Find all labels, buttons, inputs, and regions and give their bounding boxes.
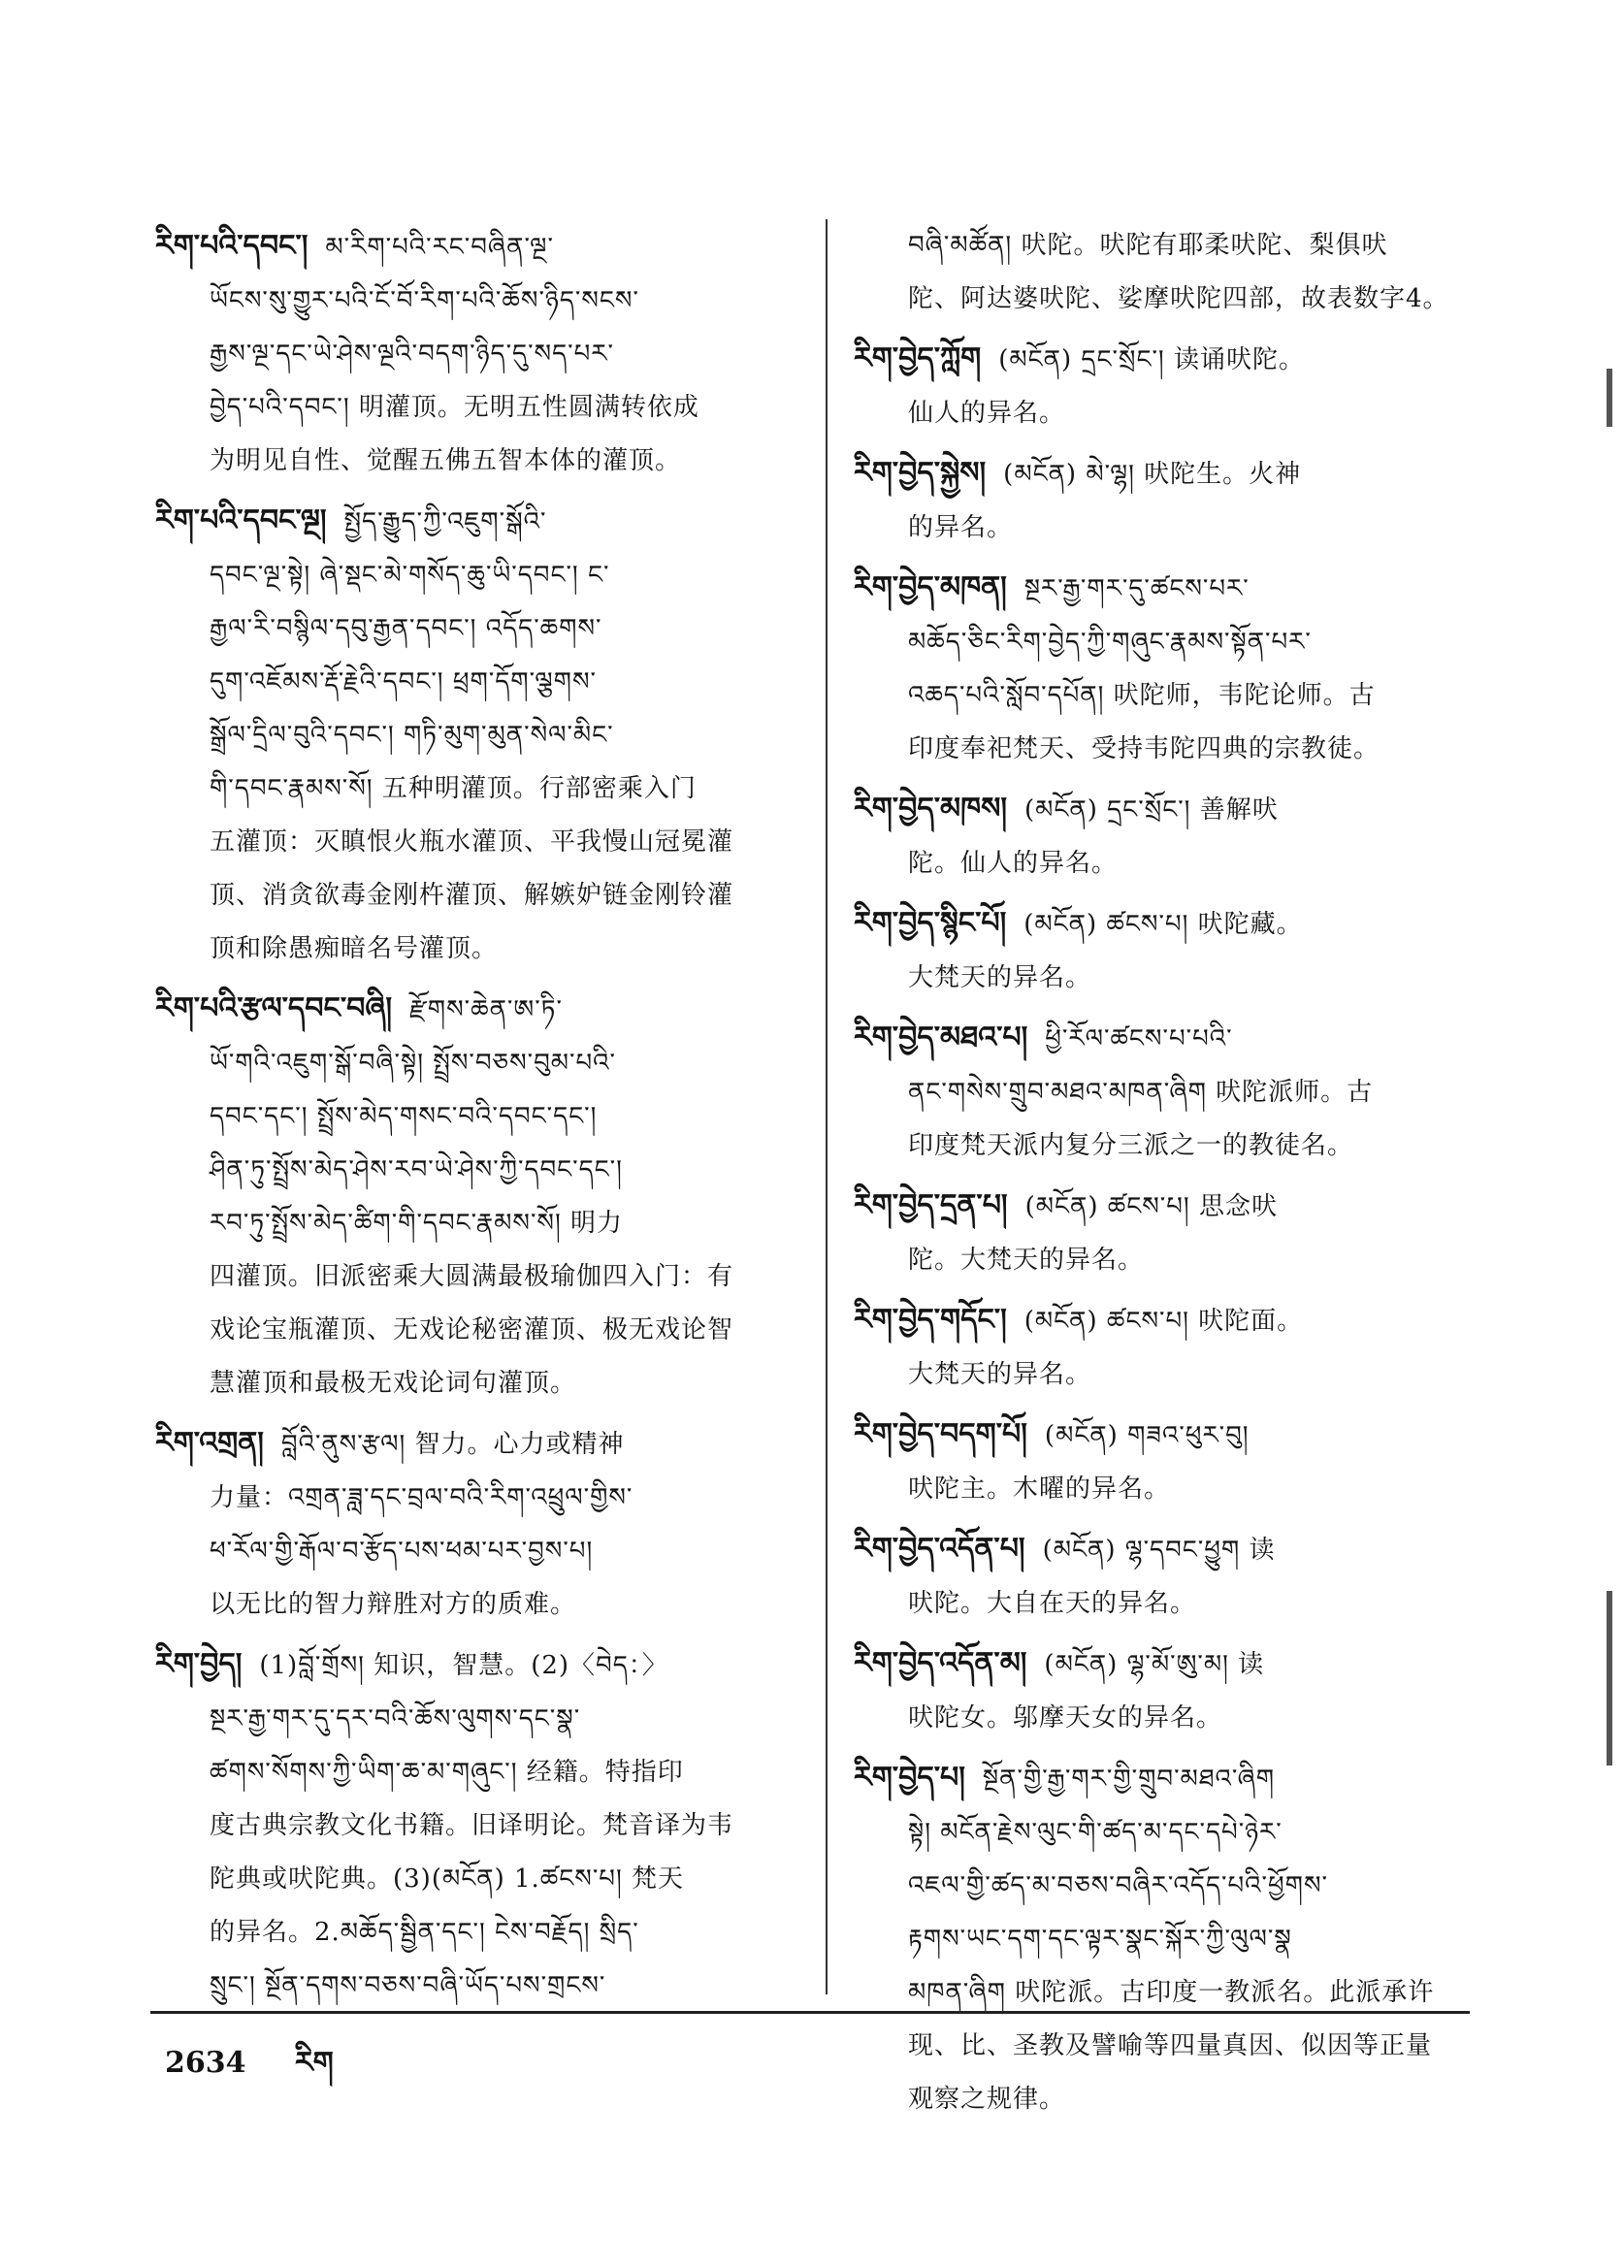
entry-line	[854, 1463, 1484, 1516]
entry-text: 戏论宝瓶灌顶、无戏论秘密灌顶、极无戏论智	[210, 1315, 734, 1345]
dictionary-entry	[854, 1408, 1484, 1516]
entry-headword: རིག་བྱེད་སྐྱེས།	[854, 456, 987, 490]
entry-line	[155, 275, 796, 328]
entry-text: 力量：འགྲན་ཟླ་དང་བྲལ་བའི་རིག་འཕྲུལ་གྱིས་	[210, 1483, 633, 1512]
entry-text: དབང་ལྔ་སྟེ། ཞེ་སྡང་མེ་གསོད་ཆུ་ཡི་དབང་། ང་	[210, 561, 610, 590]
entry-text: 陀、阿达婆吠陀、娑摩吠陀四部，故表数字4。	[908, 284, 1449, 313]
dictionary-entry	[854, 1522, 1484, 1631]
dictionary-entry	[155, 1637, 796, 2013]
entry-text: སྲུང་། སྔོན་དགས་བཅས་བཞི་ཡོད་པས་གྲངས་	[210, 1971, 606, 2000]
entry-line	[854, 219, 1484, 273]
entry-text: ཚགས་སོགས་ཀྱི་ཡིག་ཆ་མ་གཞུང་། 经籍。特指印	[210, 1758, 684, 1787]
entry-line	[155, 1250, 796, 1304]
entry-line	[155, 982, 796, 1037]
entry-line	[155, 762, 796, 816]
entry-text: ཡོ་གའི་འཇུག་སྒོ་བཞི་སྟེ། སྤྲོས་བཅས་བུམ་པའི་	[210, 1049, 616, 1078]
entry-text: གི་དབང་རྣམས་སོ། 五种明灌顶。行部密乘入门	[210, 774, 697, 803]
dictionary-entry	[854, 896, 1484, 1005]
dictionary-entry	[854, 1636, 1484, 1745]
entry-line	[155, 1906, 796, 1960]
entry-line	[854, 952, 1484, 1005]
entry-line	[854, 782, 1484, 837]
dictionary-entry	[155, 982, 796, 1410]
entry-text: སྟེ། མངོན་རྗེས་ལུང་གི་ཚད་མ་དང་དཔེ་ཉེར་	[908, 1818, 1283, 1847]
entry-headword: རིག་པའི་དབང་།	[155, 229, 309, 263]
entry-text: 陀典或吠陀典。(3)(མངོན) 1.ཚངས་པ། 梵天	[210, 1864, 685, 1894]
entry-line	[155, 1960, 796, 2013]
entry-text: སྔར་རྒྱ་གར་དུ་དར་བའི་ཆོས་ལུགས་དང་སྣ་	[210, 1704, 581, 1733]
entry-text: སྔར་རྒྱ་གར་དུ་ཚངས་པར་	[1023, 574, 1250, 603]
entry-line	[854, 273, 1484, 326]
entry-text: (མངོན) ཚངས་པ། 吠陀藏。	[1023, 910, 1303, 939]
entry-text: དབང་དང་། སྤྲོས་མེད་གསང་བའི་དབང་དང་།	[210, 1102, 598, 1131]
entry-text: 度古典宗教文化书籍。旧译明论。梵音译为韦	[210, 1811, 734, 1840]
entry-text: 慧灌顶和最极无戏论词句灌顶。	[210, 1369, 577, 1398]
entry-text: 吠陀。大自在天的异名。	[908, 1589, 1197, 1618]
entry-line	[155, 1197, 796, 1250]
entry-text: 大梵天的异名。	[908, 1360, 1092, 1389]
dictionary-entry	[854, 1179, 1484, 1287]
entry-headword: རིག་བྱེད།	[155, 1647, 243, 1681]
entry-text: (མངོན) དྲང་སྲོང་། 善解吠	[1023, 795, 1279, 825]
edge-mark	[1607, 369, 1612, 427]
entry-headword: རིག་བྱེད་འདོན་པ།	[854, 1532, 1025, 1566]
left-column	[155, 219, 796, 2019]
entry-line	[854, 1293, 1484, 1348]
entry-line	[155, 1037, 796, 1090]
entry-text: རྒྱལ་རི་བསྙིལ་དབུ་རྒྱན་དབང་། འདོད་ཆགས་	[210, 614, 602, 643]
entry-text: བཞི་མཚོན། 吠陀。吠陀有耶柔吠陀、梨俱吠	[908, 231, 1388, 260]
right-column	[854, 219, 1484, 2132]
entry-text: སྒྲོལ་དྲིལ་བུའི་དབང་། གཏི་མུག་མུན་སེལ་མིང་	[210, 721, 614, 750]
entry-text: ནང་གསེས་གྲུབ་མཐའ་མཁན་ཞིག 吠陀派师。古	[908, 1078, 1374, 1107]
entry-text: 陀。仙人的异名。	[908, 849, 1119, 878]
entry-line	[854, 1806, 1484, 1860]
dictionary-entry	[155, 1416, 796, 1632]
entry-text: 吠陀主。木曜的异名。	[908, 1474, 1171, 1504]
dictionary-entry	[155, 219, 796, 488]
entry-text: སྤྱོད་རྒྱུད་ཀྱི་འཇུག་སྒོའི་	[343, 507, 547, 536]
entry-text: འཇལ་གྱི་ཚད་མ་བཅས་བཞིར་འདོད་པའི་ཕྱོགས་	[908, 1871, 1328, 1900]
entry-line	[854, 2020, 1484, 2073]
entry-text: 的异名。2.མཆོད་སྦྱིན་དང་། ངེས་བརྗོད། སྲིད་	[210, 1918, 639, 1947]
entry-headword: རིག་བྱེད་སྙིང་པོ།	[854, 906, 1007, 940]
entry-line	[854, 332, 1484, 387]
dictionary-entry	[155, 494, 796, 976]
entry-line	[854, 1751, 1484, 1806]
entry-line	[155, 656, 796, 709]
entry-line	[155, 1144, 796, 1197]
entry-text: 的异名。	[908, 513, 1014, 542]
entry-line	[854, 502, 1484, 555]
entry-line	[854, 1011, 1484, 1066]
entry-text: 印度奉祀梵天、受持韦陀四典的宗教徒。	[908, 734, 1380, 763]
entry-line	[155, 494, 796, 549]
entry-line	[854, 1179, 1484, 1234]
entry-line	[854, 1860, 1484, 1913]
dictionary-entry	[854, 782, 1484, 891]
entry-headword: རིག་པའི་དབང་ལྔ།	[155, 503, 327, 537]
entry-line	[854, 1408, 1484, 1463]
entry-line	[854, 896, 1484, 952]
entry-line	[155, 381, 796, 435]
entry-text: 陀。大梵天的异名。	[908, 1246, 1145, 1275]
entry-line	[854, 1348, 1484, 1402]
entry-line	[155, 1525, 796, 1578]
entry-line	[155, 1304, 796, 1357]
entry-text: དུག་འཇོམས་རྡོ་རྗེའི་དབང་། ཕྲག་དོག་ལྕགས་	[210, 667, 597, 697]
entry-line	[854, 669, 1484, 723]
entry-line	[155, 328, 796, 381]
entry-line	[155, 602, 796, 656]
entry-text: (མངོན) དྲང་སྲོང་། 读诵吠陀。	[998, 345, 1305, 374]
entry-text: (མངོན) ཚངས་པ། 思念吠	[1024, 1192, 1278, 1221]
entry-line	[155, 816, 796, 869]
entry-line	[854, 1066, 1484, 1119]
entry-text: (མངོན) ལྷ་མོ་ཨུ་མ། 读	[1044, 1650, 1265, 1679]
entry-line	[155, 1357, 796, 1410]
entry-line	[854, 616, 1484, 669]
entry-line	[155, 1090, 796, 1144]
entry-line	[155, 1693, 796, 1746]
entry-text: 顶、消贪欲毒金刚杵灌顶、解嫉妒链金刚铃灌	[210, 881, 734, 910]
entry-text: 大梵天的异名。	[908, 963, 1092, 992]
entry-headword: རིག་པའི་རྩལ་དབང་བཞི།	[155, 991, 393, 1025]
dictionary-entry	[854, 1011, 1484, 1173]
entry-text: རབ་ཏུ་སྤྲོས་མེད་ཚིག་གི་དབང་རྣམས་སོ། 明力	[210, 1209, 623, 1238]
entry-text: 以无比的智力辩胜对方的质难。	[210, 1590, 577, 1619]
entry-text: རྫོགས་ཆེན་ཨ་ཏི་	[409, 995, 563, 1024]
entry-text: རྟགས་ཡང་དག་དང་ལྟར་སྣང་སྐོར་ཀྱི་ལུལ་སྣ	[908, 1925, 1292, 1954]
entry-line	[155, 1799, 796, 1853]
entry-line	[854, 1234, 1484, 1287]
entry-line	[854, 723, 1484, 776]
dictionary-entry	[854, 446, 1484, 555]
entry-line	[854, 1119, 1484, 1173]
entry-line	[854, 1636, 1484, 1692]
dictionary-entry	[854, 1293, 1484, 1402]
entry-headword: རིག་བྱེད་བདག་པོ།	[854, 1417, 1027, 1451]
entry-text: ཕ་རོལ་གྱི་རྒོལ་བ་རྩོད་པས་ཕམ་པར་བྱས་པ།	[210, 1537, 594, 1566]
entry-text: 五灌顶：灭瞋恨火瓶水灌顶、平我慢山冠冕灌	[210, 827, 734, 857]
entry-text: 顶和除愚痴暗名号灌顶。	[210, 934, 499, 963]
dictionary-entry	[854, 561, 1484, 776]
dictionary-entry	[854, 219, 1484, 326]
entry-line	[854, 1692, 1484, 1745]
entry-text: འཆད་པའི་སློབ་དཔོན། 吠陀师，韦陀论师。古	[908, 681, 1376, 710]
entry-text: 仙人的异名。	[908, 399, 1066, 428]
entry-line	[854, 1522, 1484, 1577]
entry-headword: རིག་བྱེད་མཁན།	[854, 570, 1007, 604]
entry-line	[854, 2073, 1484, 2126]
entry-text: 吠陀女。邬摩天女的异名。	[908, 1703, 1223, 1733]
entry-text: ཤིན་ཏུ་སྤྲོས་མེད་ཤེས་རབ་ཡེ་ཤེས་ཀྱི་དབང་དང་།	[210, 1155, 623, 1184]
entry-text: 为明见自性、觉醒五佛五智本体的灌顶。	[210, 446, 682, 475]
edge-mark	[1607, 1591, 1612, 1766]
entry-line	[155, 923, 796, 976]
entry-text: མཁན་ཞིག 吠陀派。古印度一教派名。此派承许	[908, 1978, 1435, 2007]
entry-line	[854, 1577, 1484, 1631]
entry-text: (མངོན) གཟའ་ཕུར་བུ།	[1044, 1421, 1250, 1450]
entry-text: སྔོན་གྱི་རྒྱ་གར་གྱི་གྲུབ་མཐའ་ཞིག	[982, 1765, 1276, 1794]
entry-line	[155, 435, 796, 488]
entry-headword: རིག་བྱེད་གདོང་།	[854, 1303, 1007, 1337]
entry-line	[155, 869, 796, 923]
entry-text: བློའི་ནུས་རྩལ། 智力。心力或精神	[280, 1430, 625, 1459]
entry-headword: རིག་བྱེད་མཐའ་པ།	[854, 1021, 1028, 1054]
entry-line	[155, 709, 796, 762]
entry-headword: རིག་བྱེད་མཁས།	[854, 792, 1007, 826]
dictionary-entry	[854, 332, 1484, 440]
entry-line	[854, 837, 1484, 891]
page-footer	[165, 2030, 373, 2112]
footer-rule	[150, 2011, 1470, 2014]
entry-text: མཆོད་ཅིང་རིག་བྱེད་ཀྱི་གཞུང་རྣམས་སྟོན་པར་	[908, 628, 1312, 657]
entry-text: (མངོན) ཚངས་པ། 吠陀面。	[1023, 1307, 1304, 1336]
entry-line	[155, 1578, 796, 1632]
dictionary-entry	[854, 1751, 1484, 2126]
entry-headword: རིག་འགྲན།	[155, 1426, 264, 1460]
entry-line	[854, 1913, 1484, 1966]
entry-line	[155, 1853, 796, 1906]
entry-line	[854, 387, 1484, 440]
entry-line	[155, 1416, 796, 1472]
entry-text: 四灌顶。旧派密乘大圆满最极瑜伽四入门：有	[210, 1262, 734, 1291]
entry-text: མ་རིག་པའི་རང་བཞིན་ལྔ་	[325, 233, 554, 262]
entry-line	[155, 549, 796, 602]
entry-headword: རིག་བྱེད་དྲན་པ།	[854, 1188, 1008, 1222]
entry-text: 印度梵天派内复分三派之一的教徒名。	[908, 1131, 1354, 1160]
entry-headword: རིག་བྱེད་ཀློག	[854, 341, 982, 375]
entry-text: རྒྱས་ལྔ་དང་ཡེ་ཤེས་ལྔའི་བདག་ཉིད་དུ་སད་པར་	[210, 340, 614, 369]
entry-text: བྱེད་པའི་དབང་། 明灌顶。无明五性圆满转依成	[210, 393, 699, 422]
entry-line	[155, 1472, 796, 1525]
column-divider	[826, 219, 828, 1994]
entry-line	[854, 561, 1484, 616]
entry-headword: རིག་བྱེད་འདོན་མ།	[854, 1646, 1027, 1680]
entry-line	[155, 1746, 796, 1799]
entry-text: ཕྱི་རོལ་ཚངས་པ་པའི་	[1045, 1024, 1233, 1053]
entry-line	[854, 446, 1484, 502]
entry-text: (མངོན) མེ་ལྷ། 吠陀生。火神	[1003, 460, 1302, 489]
entry-text: (1)བློ་གྲོས། 知识，智慧。(2)〈བེད：〉	[259, 1651, 668, 1680]
entry-line	[155, 1637, 796, 1693]
entry-text: 观察之规律。	[908, 2085, 1066, 2114]
entry-line	[155, 219, 796, 275]
entry-text: ཡོངས་སུ་གྱུར་པའི་ངོ་བོ་རིག་པའི་ཆོས་ཉིད་སངས་	[210, 286, 639, 315]
entry-headword: རིག་བྱེད་པ།	[854, 1761, 965, 1795]
section-letter: རིག	[294, 2046, 334, 2080]
page-number: 2634	[165, 2046, 246, 2080]
entry-text: (མངོན) ལྷ་དབང་ཕྱུག 读	[1042, 1536, 1276, 1565]
entry-text: 现、比、圣教及譬喻等四量真因、似因等正量	[908, 2031, 1433, 2060]
